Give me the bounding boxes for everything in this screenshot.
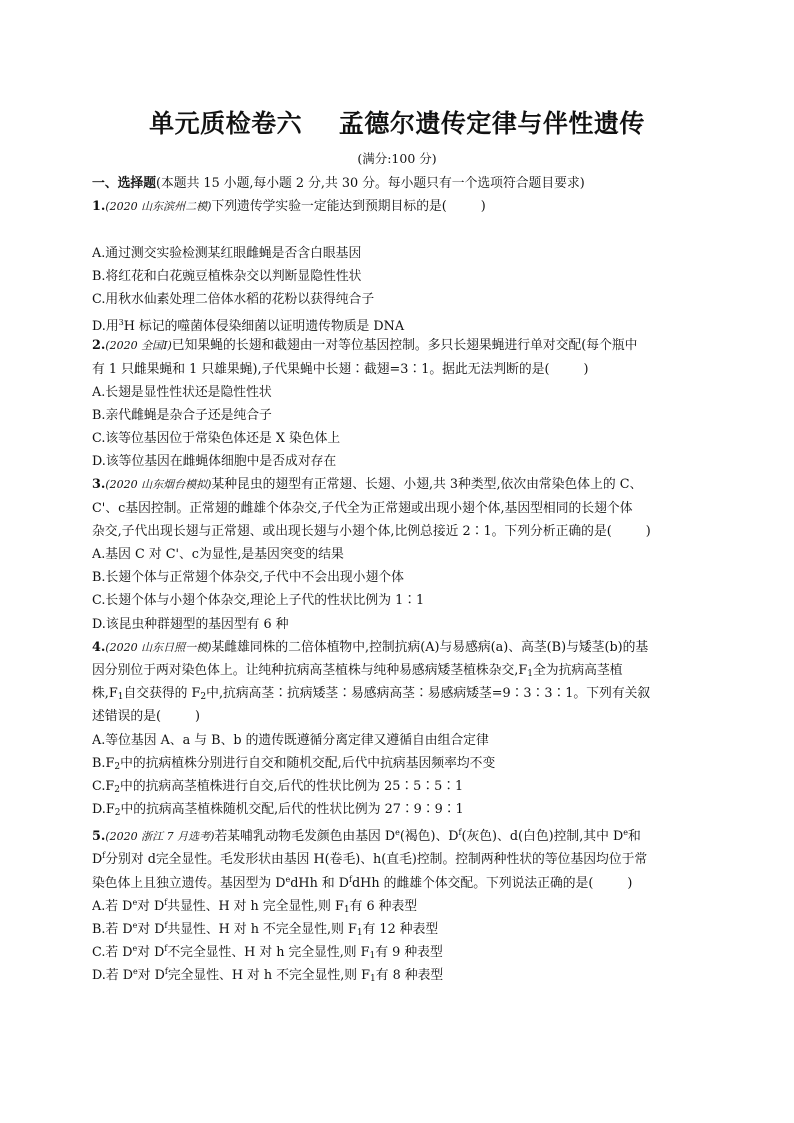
option-text: C.若 D bbox=[92, 945, 133, 961]
subscript: 1 bbox=[370, 974, 376, 984]
question-1-stem bbox=[92, 195, 704, 218]
superscript: f bbox=[458, 828, 462, 838]
question-number: 1. bbox=[92, 199, 106, 215]
superscript: e bbox=[132, 897, 138, 907]
option-c: C.长翅个体与小翅个体杂交,理论上子代的性状比例为 1∶1 bbox=[92, 593, 425, 609]
answer-paren-close: ) bbox=[645, 523, 651, 539]
question-text-line bbox=[92, 868, 704, 891]
superscript: 3 bbox=[118, 318, 124, 328]
option-d bbox=[92, 798, 704, 821]
option-b: B.将红花和白花豌豆植株杂交以判断显隐性性状 bbox=[92, 268, 362, 284]
option-c: C.用秋水仙素处理二倍体水稻的花粉以获得纯合子 bbox=[92, 291, 375, 307]
option-text: 对 D bbox=[137, 968, 165, 984]
page-title: 单元质检卷六 孟德尔遗传定律与伴性遗传 bbox=[149, 109, 645, 138]
option-text: 对 D bbox=[137, 898, 165, 914]
option-c bbox=[92, 775, 704, 798]
option-text: D.F bbox=[92, 802, 115, 818]
section-title: 一、选择题 bbox=[92, 176, 156, 191]
question-source: (2020 全国Ⅰ) bbox=[105, 339, 172, 353]
superscript: f bbox=[164, 897, 168, 907]
subscript: 1 bbox=[356, 928, 363, 938]
option-b bbox=[92, 914, 704, 937]
question-text: dHh 和 D bbox=[290, 875, 350, 891]
option-text: B.若 D bbox=[92, 922, 133, 937]
question-text: 中,抗病高茎∶抗病矮茎∶易感病高茎∶易感病矮茎=9∶3∶3∶1。下列有关叙 bbox=[206, 686, 651, 702]
question-text: 某雌雄同株的二倍体植物中,控制抗病(A)与易感病(a)、高茎(B)与矮茎(b)的基 bbox=[211, 639, 649, 655]
question-text-line bbox=[92, 520, 704, 543]
question-text: 分别对 d完全显性。毛发形状由基因 H(卷毛)、h(直毛)控制。控制两种性状的等位基因均位于常 bbox=[105, 852, 648, 868]
superscript: f bbox=[164, 921, 168, 930]
option-text: 中的抗病高茎植株进行自交,后代的性状比例为 25∶5∶5∶1 bbox=[120, 778, 464, 794]
question-text: (灰色)、d(白色)控制,其中 D bbox=[461, 829, 624, 845]
option-b: B.长翅个体与正常翅个体杂交,子代中不会出现小翅个体 bbox=[92, 570, 404, 586]
superscript: e bbox=[623, 828, 628, 838]
option-text: 有 8 种表型 bbox=[375, 968, 444, 984]
subscript: 2 bbox=[114, 784, 121, 795]
question-4-stem bbox=[92, 636, 704, 659]
question-text: 有 1 只雌果蝇和 1 只雄果蝇),子代果蝇中长翅∶截翅=3∶1。据此无法判断的是( bbox=[92, 361, 550, 377]
option-text: D.用 bbox=[92, 319, 119, 335]
question-text-line bbox=[92, 659, 704, 682]
option-c bbox=[92, 937, 704, 960]
option-text: D.若 D bbox=[92, 968, 133, 984]
question-text: 自交获得的 F bbox=[123, 686, 201, 702]
option-text: 共显性、H 对 h 不完全显性,则 F bbox=[167, 922, 357, 937]
question-text: D bbox=[92, 852, 103, 868]
subscript: 1 bbox=[369, 951, 376, 961]
question-text: 因分别位于两对染色体上。让纯种抗病高茎植株与纯种易感病矮茎植株杂交,F bbox=[92, 662, 528, 678]
question-number: 4. bbox=[92, 639, 106, 655]
option-a: A.通过测交实验检测某红眼雌蝇是否含白眼基因 bbox=[92, 245, 362, 261]
subscript: 1 bbox=[117, 692, 124, 703]
option-d: D.该昆虫种群翅型的基因型有 6 种 bbox=[92, 616, 289, 632]
subscript: 2 bbox=[114, 808, 121, 819]
question-text: 某种昆虫的翅型有正常翅、长翅、小翅,共 3种类型,依次由常染色体上的 C、 bbox=[211, 477, 643, 493]
question-text-line bbox=[92, 358, 704, 381]
superscript: f bbox=[164, 944, 168, 954]
option-a bbox=[92, 891, 704, 914]
option-text: 有 6 种表型 bbox=[349, 898, 418, 914]
question-text-line bbox=[92, 844, 704, 867]
superscript: f bbox=[349, 874, 352, 884]
question-source: (2020 山东滨州二模) bbox=[105, 200, 212, 214]
option-text: 中的抗病植株分别进行自交和随机交配,后代中抗病基因频率均不变 bbox=[120, 755, 496, 771]
question-text: 和 bbox=[627, 829, 641, 845]
option-text: 有 12 种表型 bbox=[362, 922, 439, 937]
question-source: (2020 山东日照一模) bbox=[105, 640, 212, 654]
option-a: A.长翅是显性性状还是隐性性状 bbox=[92, 384, 272, 400]
option-text: 完全显性、H 对 h 不完全显性,则 F bbox=[167, 968, 371, 984]
full-score-note: (满分:100 分) bbox=[357, 151, 437, 166]
subscript: 2 bbox=[114, 761, 121, 772]
question-text-line: C'、c基因控制。正常翅的雌雄个体杂交,子代全为正常翅或出现小翅个体,基因型相同的长翅个体 bbox=[92, 500, 633, 516]
option-text: 共显性、H 对 h 完全显性,则 F bbox=[167, 898, 344, 914]
answer-paren-close: ) bbox=[627, 875, 633, 891]
option-text: C.F bbox=[92, 778, 115, 794]
question-source: (2020 浙江 7 月选考) bbox=[105, 830, 215, 844]
superscript: f bbox=[102, 851, 106, 861]
option-text: A.若 D bbox=[92, 898, 133, 914]
question-text-line bbox=[92, 705, 704, 728]
option-text: 中的抗病高茎植株随机交配,后代的性状比例为 27∶9∶9∶1 bbox=[120, 802, 464, 818]
superscript: e bbox=[132, 921, 138, 930]
option-d: D.该等位基因在雌蝇体细胞中是否成对存在 bbox=[92, 454, 337, 470]
option-text: B.F bbox=[92, 755, 115, 771]
question-3-stem bbox=[92, 473, 704, 496]
section-note: (本题共 15 小题,每小题 2 分,共 30 分。每小题只有一个选项符合题目要求) bbox=[155, 176, 585, 191]
option-text: 对 D bbox=[137, 922, 165, 937]
option-d bbox=[92, 960, 704, 983]
question-text: 全为抗病高茎植 bbox=[532, 662, 623, 678]
option-text: 有 9 种表型 bbox=[375, 945, 443, 961]
section-heading bbox=[92, 172, 704, 195]
question-list bbox=[92, 172, 704, 984]
question-text: 下列遗传学实验一定能达到预期目标的是( bbox=[211, 199, 447, 215]
option-text: H 标记的噬菌体侵染细菌以证明遗传物质是 DNA bbox=[123, 319, 405, 335]
option-text: 对 D bbox=[137, 945, 165, 961]
option-a: A.基因 C 对 C'、c为显性,是基因突变的结果 bbox=[92, 547, 344, 562]
subscript: 2 bbox=[200, 692, 207, 703]
question-text-line bbox=[92, 682, 704, 705]
subscript: 1 bbox=[527, 668, 533, 679]
option-a: A.等位基因 A、a 与 B、b 的遗传既遵循分离定律又遵循自由组合定律 bbox=[92, 732, 489, 748]
question-number: 5. bbox=[92, 829, 106, 845]
option-d bbox=[92, 311, 704, 334]
question-text: (褐色)、D bbox=[399, 829, 459, 845]
question-text: 已知果蝇的长翅和截翅由一对等位基因控制。多只长翅果蝇进行单对交配(每个瓶中 bbox=[171, 338, 638, 354]
question-text: 若某哺乳动物毛发颜色由基因 D bbox=[214, 829, 396, 845]
superscript: e bbox=[285, 874, 291, 884]
question-number: 2. bbox=[92, 338, 106, 354]
answer-space bbox=[92, 218, 704, 241]
option-c: C.该等位基因位于常染色体还是 X 染色体上 bbox=[92, 431, 341, 447]
option-b bbox=[92, 752, 704, 775]
superscript: e bbox=[132, 944, 138, 954]
question-text: 染色体上且独立遗传。基因型为 D bbox=[92, 875, 286, 891]
question-number: 3. bbox=[92, 477, 106, 493]
question-text: dHh 的雌雄个体交配。下列说法正确的是( bbox=[351, 875, 594, 891]
option-text: 不完全显性、H 对 h 完全显性,则 F bbox=[167, 945, 370, 961]
question-5-stem bbox=[92, 821, 704, 844]
question-text: 述错误的是( bbox=[92, 709, 161, 725]
answer-paren-close: ) bbox=[194, 709, 200, 725]
question-source: (2020 山东烟台模拟) bbox=[105, 478, 212, 492]
option-b: B.亲代雌蝇是杂合子还是纯合子 bbox=[92, 407, 272, 423]
question-text: 杂交,子代出现长翅与正常翅、或出现长翅与小翅个体,比例总接近 2∶1。下列分析正确的是( bbox=[92, 523, 612, 539]
question-text: 株,F bbox=[92, 686, 118, 702]
superscript: e bbox=[395, 828, 400, 838]
superscript: e bbox=[133, 967, 138, 977]
question-2-stem bbox=[92, 334, 704, 357]
superscript: f bbox=[164, 967, 168, 977]
subscript: 1 bbox=[343, 904, 350, 914]
answer-paren-close: ) bbox=[480, 199, 486, 215]
answer-paren-close: ) bbox=[583, 361, 589, 377]
